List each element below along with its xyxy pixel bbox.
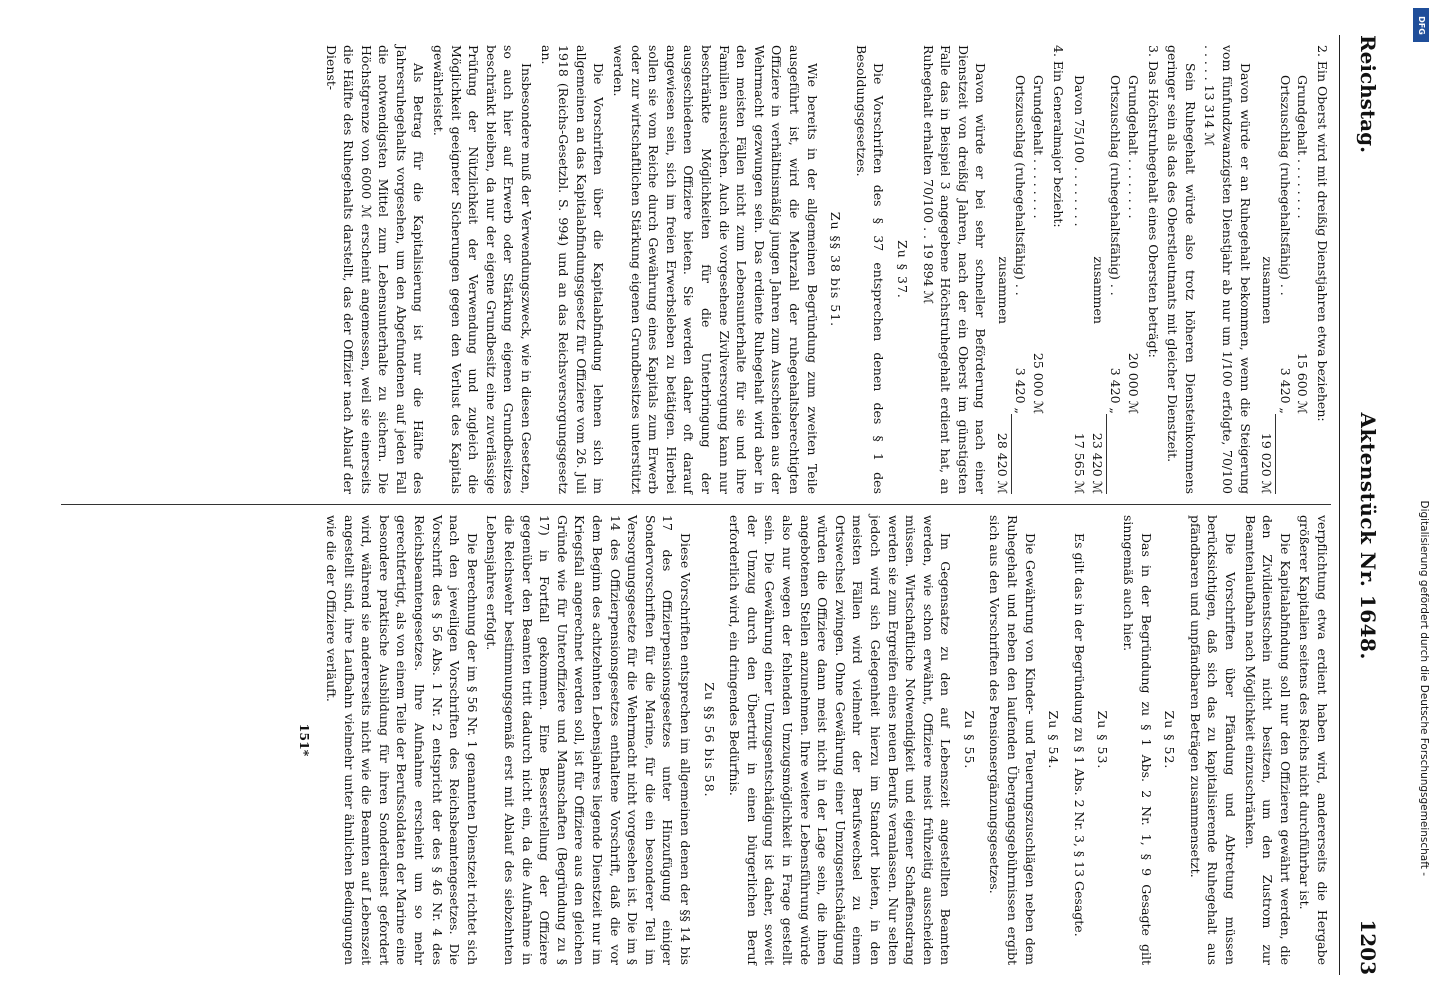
calc-value: 25 000 ℳ [1031, 352, 1047, 414]
item3-intro: 3. Das Höchstruhegehalt eines Obersten beträgt: [1145, 45, 1161, 358]
item4-intro: 4. Ein Generalmajor bezieht: [1050, 45, 1066, 228]
paragraph: Insbesondere muß der Verwendungszweck, wie in diesen Gesetzen, so auch hier auf Erwerb oder Stärkung eigenen Grundbesitzes beschränkt bleiben, da nur der eigene Grundbesitz eine zuverlässige Prüfung der Nützlichkeit der Verwendung und zugleich die Möglichkeit geeigneter Sicherungen gegen den Verlust des Kapitals gewährleistet. [431, 45, 535, 494]
calc-value: 20 000 ℳ [1126, 352, 1142, 414]
calc-total [1294, 414, 1312, 494]
calc-total [1107, 414, 1125, 494]
credit-sidebar [1412, 6, 1432, 996]
calc-label: zusammen [995, 256, 1011, 324]
item2-calc [1258, 45, 1312, 494]
calc-label: Ortszuschlag (ruhegehaltsfähig) . . [1277, 75, 1293, 296]
paragraph: Die Vorschriften über die Kapitalabfindung lehnen sich im allgemeinen an das Kapitalabfindungsgesetz für Offiziere vom 26. Juli 1918 (Reichs-Gesetzbl. S. 994) und an das Reichsversorgungsgesetz an. [538, 45, 607, 494]
calc-value [993, 334, 1012, 414]
calc-value: 3 420 „ [1013, 367, 1029, 414]
credit-text: Digitalisierung gefördert durch die Deutsche Forschungsgemeinschaft - [1418, 500, 1430, 876]
calc-value [1258, 334, 1277, 414]
left-column [61, 35, 1331, 505]
calc-total: 28 420 ℳ [993, 414, 1012, 494]
calc-row [1124, 45, 1142, 494]
calc-label: Grundgehalt . . . . . . . . [1031, 75, 1047, 219]
calc-label: Grundgehalt . . . . . . . . [1126, 75, 1142, 219]
calc-row [1258, 45, 1277, 494]
item2-text2: Sein Ruhegehalt würde also trotz höheren Diensteinkommens geringer sein als das des Oberstleutnants mit gleicher Dienstzeit. [1165, 45, 1198, 494]
paragraph: Die Kapitalabfindung soll nur den Offizieren gewährt werden, die den Zivildienstschein nicht besitzen, um den Zustrom zur Beamtenlaufbahn nach Möglichkeit einzuschränken. [1242, 515, 1293, 965]
calc-total [1012, 414, 1030, 494]
paragraph: Als Betrag für die Kapitalisierung ist nur die Hälfte des Jahresruhegehalts vorgesehen, um den Abgefundenen auf jeden Fall die notwendigsten Mittel zum Lebensunterhalte zu sichern. Die Höchstgrenze von 6000 ℳ erscheint angemessen, weil sie einerseits die Hälfte des Ruhegehalts darstellt, das der Offizier nach Ablauf der Dienst- [323, 45, 427, 494]
section-heading: Zu § 54. [1046, 710, 1062, 770]
calc-row [993, 45, 1012, 494]
paragraph: verpflichtung etwa erdient haben wird, andererseits die Hergabe größerer Kapitalien seitens des Reichs nicht durchführbar ist. [1297, 515, 1330, 965]
calc-total: 19 020 ℳ [1258, 414, 1277, 494]
text-columns [61, 35, 1331, 975]
paragraph: Im Gegensatze zu den auf Lebenszeit angestellten Beamten werden, wie schon erwähnt, Offiziere meist frühzeitig ausscheiden müssen. Wirtschaftliche Notwendigkeit und eigener Schaffensdrang werden sie zum Ergreifen eines neuen Berufs veranlassen. Nur selten jedoch wird sich Gelegenheit hierzu im Standort bieten, in den meisten Fällen wird vielmehr der Berufswechsel zu einem Ortswechsel zwingen. Ohne Gewährung einer Umzugsentschädigung würden die Offiziere dann meist nicht in der Lage sein, die ihnen angebotenen Stellen anzunehmen. Ihre weitere Lebensführung würde also nur wegen der fehlenden Umzugsmöglichkeit in Frage gestellt sein. Die Gewährung einer Umzugsentschädigung ist daher, soweit der Umzug durch den Übertritt in einen bürgerlichen Beruf erforderlich wird, ein dringendes Bedürfnis. [727, 515, 954, 965]
paragraph: Die Vorschriften des § 37 entsprechen denen des § 1 des Besoldungsgesetzes. [853, 45, 887, 494]
calc-value: 3 420 „ [1277, 367, 1293, 414]
signature-number: 151* [296, 723, 312, 757]
calc-label: zusammen [1260, 256, 1276, 324]
calc-label: Ortszuschlag (ruhegehaltsfähig) . . [1013, 75, 1029, 296]
calc-row [1071, 45, 1089, 494]
calc-total [1276, 414, 1294, 494]
calc-row [1088, 45, 1107, 494]
calc-row [1012, 45, 1030, 494]
calc-label: Ortszuschlag (ruhegehaltsfähig) . . [1108, 75, 1124, 296]
header-left: Reichstag. [1356, 35, 1380, 154]
calc-total [1124, 414, 1142, 494]
dfg-logo-text: DFG [1416, 15, 1426, 35]
section-heading: Zu § 52. [1162, 710, 1178, 770]
right-column [61, 505, 1331, 975]
paragraph: Die Berechnung der im § 56 Nr. 1 genannten Dienstzeit richtet sich nach den jeweiligen Vorschriften des Reichsbeamtengesetzes. Die Vorschrift des § 56 Abs. 1 Nr. 2 entspricht der des § 46 Nr. 4 des Reichsbeamtengesetzes. Ihre Aufnahme erscheint um so mehr gerechtfertigt, als von einem Teile der Berufssoldaten der Marine eine besondere praktische Ausbildung für ihren Sonderdienst gefordert wird, während sie andererseits nicht wie die Beamten auf Lebenszeit angestellt sind, ihre Laufbahn vielmehr unter ähnlichen Bedingungen wie die der Offiziere verläuft. [324, 515, 480, 965]
item2-text: Davon würde er an Ruhegehalt bekommen, wenn die Steigerung vom fünfundzwanzigsten Dienstjahr ab nur um 1/100 erfolgte, 70/100 . . . . . 13 314 ℳ [1202, 45, 1253, 494]
calc-total: 17 565 ℳ [1072, 432, 1088, 494]
calc-total [1030, 414, 1048, 494]
calc-label: Grundgehalt . . . . . . . . [1295, 75, 1311, 219]
calc-row [1030, 45, 1048, 494]
item4-text: Davon würde er bei sehr schneller Beförderung nach einer Dienstzeit von dreißig Jahren, nach der ein Oberst im günstigsten Falle das in Beispiel 3 angegebene Höchstruhegehalt erdient hat, an Ruhegehalt erhalten 70/100 . . 19 894 ℳ [920, 45, 989, 494]
paragraph: Die Vorschriften über Pfändung und Abtretung müssen berücksichtigen, daß sich das zu kapitalisierende Ruhegehalt aus pfändbaren und unpfändbaren Beträgen zusammensetzt. [1187, 515, 1239, 965]
calc-value [1071, 334, 1089, 414]
calc-row [1294, 45, 1312, 494]
item4-calc [993, 45, 1047, 494]
paragraph: Diese Vorschriften entsprechen im allgemeinen denen der §§ 14 bis 17 des Offizierpensionsgesetzes unter Hinzufügung einiger Sondervorschriften für die Marine, für die ein besonderer Teil im Versorgungsgesetze für die Wehrmacht nicht vorgesehen ist. Die im § 14 des Offizierpensionsgesetzes enthaltene Vorschrift, daß die vor dem Beginn des achtzehnten Lebensjahres liegende Dienstzeit nur im Kriegsfall angerechnet werden soll, ist für Offiziere aus den gleichen Gründe wie für Unteroffiziere und Mannschaften (Begründung zu § 17) in Fortfall gekommen. Eine Besserstellung der Offiziere gegenüber den Beamten tritt dadurch nicht ein, da die Aufnahme in die Reichswehr bestimmungsgemäß erst mit Ablauf des siebzehnten Lebensjahres erfolgt. [484, 515, 693, 965]
page-number: 1203 [1356, 919, 1380, 975]
header-title: Aktenstück Nr. 1648. [1356, 412, 1380, 660]
section-heading: Zu §§ 56 bis 58. [701, 682, 717, 798]
section-heading: Zu § 53. [1095, 710, 1111, 770]
section-heading: Zu §§ 38 bis 51. [828, 211, 844, 328]
calc-value: 3 420 „ [1108, 367, 1124, 414]
paragraph: Die Gewährung von Kinder- und Teuerungszuschlägen neben dem Ruhegehalt und neben den laufenden Übergangsgebührnissen ergibt sich aus den Vorschriften des Pensionsergänzungsgesetzes. [987, 515, 1038, 965]
calc-label: Davon 75/100 . . . . . . . . [1072, 75, 1088, 227]
calc-value [1088, 334, 1107, 414]
calc-row [1107, 45, 1125, 494]
section-heading: Zu § 37. [894, 240, 910, 299]
calc-row [1276, 45, 1294, 494]
paragraph: Es gilt das in der Begründung zu § 1 Abs. 2 Nr. 3, § 13 Gesagte. [1071, 533, 1087, 937]
paragraph: Das in der Begründung zu § 1 Abs. 2 Nr. 1, § 9 Gesagte gilt sinngemäß auch hier. [1121, 515, 1154, 965]
item3-calc [1071, 45, 1142, 494]
paragraph: Wie bereits in der allgemeinen Begründung zum zweiten Teile ausgeführt ist, wird die Mehrzahl der ruhegehaltsberechtigten Offiziere in verhältnismäßig jungen Jahren zum Ausscheiden aus der Wehrmacht gezwungen sein. Das erdiente Ruhegehalt wird aber in den meisten Fällen nicht zum Lebensunterhalte für sie und ihre Familien ausreichen. Auch die vorgesehene Zivilversorgung kann nur beschränkte Möglichkeiten für die Unterbringung der ausgeschiedenen Offiziere bieten. Sie werden daher oft darauf angewiesen sein, sich im freien Erwerbsleben zu betätigen. Hierbei sollen sie vom Reiche durch Gewährung eines Kapitals zum Erwerb oder zur wirtschaftlichen Stärkung eigenen Grundbesitzes unterstützt werden. [611, 45, 820, 494]
calc-total: 23 420 ℳ [1088, 414, 1107, 494]
item2-intro: 2. Ein Oberst wird mit dreißig Dienstjahren etwa beziehen: [1315, 45, 1330, 422]
section-heading: Zu § 55. [961, 710, 977, 770]
page-header [1339, 35, 1380, 975]
calc-label: zusammen [1090, 256, 1106, 324]
calc-value: 15 600 ℳ [1295, 352, 1311, 414]
document-page [50, 25, 1380, 985]
